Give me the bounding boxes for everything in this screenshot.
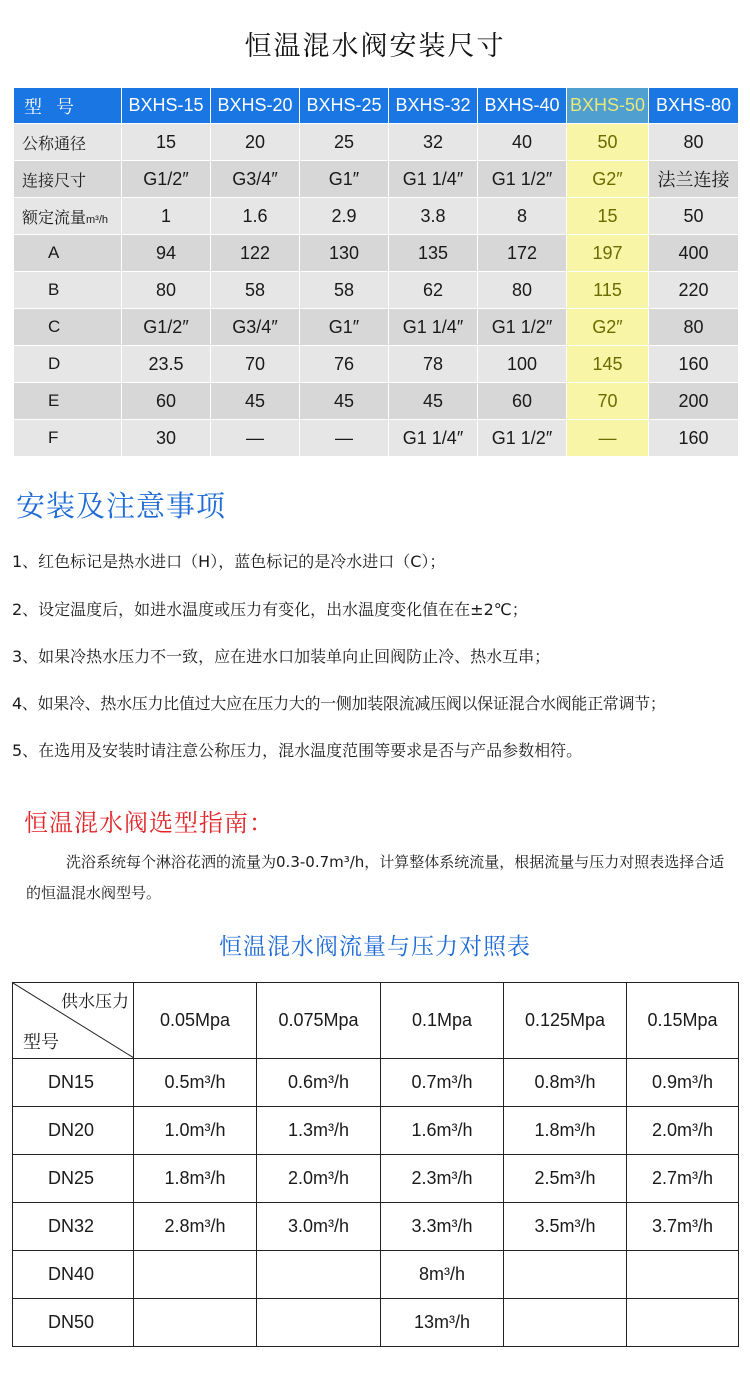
spec-cell: 60 bbox=[478, 383, 567, 420]
flow-value-cell: 2.7m³/h bbox=[627, 1155, 739, 1203]
spec-row bbox=[14, 346, 739, 383]
flow-model-cell: DN25 bbox=[13, 1155, 134, 1203]
spec-row-label bbox=[14, 124, 122, 161]
flow-model-cell: DN20 bbox=[13, 1107, 134, 1155]
spec-cell: 172 bbox=[478, 235, 567, 272]
spec-header-label: 型号 bbox=[14, 88, 122, 124]
spec-row-unit: m³/h bbox=[86, 213, 109, 226]
spec-model-header: BXHS-32 bbox=[389, 88, 478, 124]
flow-value-cell: 3.5m³/h bbox=[504, 1203, 627, 1251]
flow-value-cell bbox=[257, 1299, 381, 1347]
spec-cell: 45 bbox=[300, 383, 389, 420]
spec-model-header: BXHS-40 bbox=[478, 88, 567, 124]
spec-model-header: BXHS-20 bbox=[211, 88, 300, 124]
guide-paragraph bbox=[26, 847, 732, 909]
spec-cell: 78 bbox=[389, 346, 478, 383]
corner-bottom-label: 型号 bbox=[23, 1032, 59, 1052]
spec-cell: 80 bbox=[649, 309, 739, 346]
spec-cell: 100 bbox=[478, 346, 567, 383]
spec-cell: G3/4″ bbox=[211, 161, 300, 198]
flow-value-cell bbox=[627, 1251, 739, 1299]
spec-row bbox=[14, 161, 739, 198]
flow-value-cell bbox=[134, 1251, 257, 1299]
flow-row bbox=[13, 1107, 739, 1155]
flow-model-cell: DN15 bbox=[13, 1059, 134, 1107]
spec-cell: 20 bbox=[211, 124, 300, 161]
spec-row-label-text: 额定流量 bbox=[22, 209, 87, 227]
spec-cell: 80 bbox=[478, 272, 567, 309]
spec-row bbox=[14, 198, 739, 235]
flow-table-title: 恒温混水阀流量与压力对照表 bbox=[219, 934, 531, 960]
spec-row-label-text: 连接尺寸 bbox=[22, 172, 87, 190]
spec-cell: 50 bbox=[649, 198, 739, 235]
spec-row bbox=[14, 383, 739, 420]
spec-cell: 160 bbox=[649, 420, 739, 457]
spec-model-header: BXHS-80 bbox=[649, 88, 739, 124]
spec-cell: G1 1/2″ bbox=[478, 309, 567, 346]
spec-cell-highlighted: 197 bbox=[567, 235, 649, 272]
spec-cell: 32 bbox=[389, 124, 478, 161]
flow-value-cell: 1.6m³/h bbox=[381, 1107, 504, 1155]
spec-row-label bbox=[14, 420, 122, 457]
spec-cell: G1 1/2″ bbox=[478, 420, 567, 457]
flow-value-cell: 1.8m³/h bbox=[504, 1107, 627, 1155]
spec-cell: 1 bbox=[122, 198, 211, 235]
spec-model-header: BXHS-25 bbox=[300, 88, 389, 124]
spec-row bbox=[14, 235, 739, 272]
spec-cell-highlighted: G2″ bbox=[567, 161, 649, 198]
spec-cell: 70 bbox=[211, 346, 300, 383]
flow-value-cell: 2.3m³/h bbox=[381, 1155, 504, 1203]
spec-row-label-text: D bbox=[48, 354, 61, 373]
flow-value-cell: 0.9m³/h bbox=[627, 1059, 739, 1107]
flow-value-cell: 3.0m³/h bbox=[257, 1203, 381, 1251]
spec-cell: G1/2″ bbox=[122, 161, 211, 198]
spec-cell: G1 1/4″ bbox=[389, 309, 478, 346]
spec-cell: 122 bbox=[211, 235, 300, 272]
spec-cell: 58 bbox=[211, 272, 300, 309]
flow-header-row bbox=[13, 983, 739, 1059]
spec-cell: 法兰连接 bbox=[649, 161, 739, 198]
spec-cell: 135 bbox=[389, 235, 478, 272]
spec-row bbox=[14, 420, 739, 457]
corner-top-label: 供水压力 bbox=[61, 992, 129, 1011]
spec-row-label bbox=[14, 235, 122, 272]
spec-cell-highlighted: — bbox=[567, 420, 649, 457]
flow-value-cell bbox=[257, 1251, 381, 1299]
flow-model-cell: DN32 bbox=[13, 1203, 134, 1251]
spec-cell: G1 1/4″ bbox=[389, 161, 478, 198]
spec-model-header-highlighted: BXHS-50 bbox=[567, 88, 649, 124]
spec-cell: 45 bbox=[389, 383, 478, 420]
spec-cell: 400 bbox=[649, 235, 739, 272]
spec-cell: 200 bbox=[649, 383, 739, 420]
spec-cell: G1/2″ bbox=[122, 309, 211, 346]
spec-row-label-text: A bbox=[48, 243, 60, 262]
spec-cell: — bbox=[300, 420, 389, 457]
flow-value-cell: 2.8m³/h bbox=[134, 1203, 257, 1251]
flow-value-cell: 1.8m³/h bbox=[134, 1155, 257, 1203]
guide-heading: 恒温混水阀选型指南： bbox=[24, 809, 274, 837]
flow-value-cell bbox=[504, 1299, 627, 1347]
flow-row bbox=[13, 1155, 739, 1203]
flow-value-cell: 3.7m³/h bbox=[627, 1203, 739, 1251]
spec-cell: G1″ bbox=[300, 161, 389, 198]
spec-row-label bbox=[14, 383, 122, 420]
note-item: 4、如果冷、热水压力比值过大应在压力大的一侧加装限流减压阀以保证混合水阀能正常调节； bbox=[12, 694, 666, 713]
spec-cell: 94 bbox=[122, 235, 211, 272]
flow-value-cell bbox=[134, 1299, 257, 1347]
spec-cell-highlighted: 15 bbox=[567, 198, 649, 235]
spec-cell-highlighted: 70 bbox=[567, 383, 649, 420]
flow-value-cell bbox=[504, 1251, 627, 1299]
spec-row bbox=[14, 124, 739, 161]
spec-cell: G1 1/4″ bbox=[389, 420, 478, 457]
note-item: 2、设定温度后，如进水温度或压力有变化，出水温度变化值在在±2℃； bbox=[12, 600, 528, 619]
flow-value-cell: 3.3m³/h bbox=[381, 1203, 504, 1251]
page-title: 恒温混水阀安装尺寸 bbox=[244, 31, 506, 62]
spec-cell-highlighted: 145 bbox=[567, 346, 649, 383]
spec-cell: 160 bbox=[649, 346, 739, 383]
flow-value-cell bbox=[627, 1299, 739, 1347]
spec-row-label-text: F bbox=[48, 428, 59, 447]
spec-cell: 3.8 bbox=[389, 198, 478, 235]
spec-cell-highlighted: G2″ bbox=[567, 309, 649, 346]
spec-row bbox=[14, 309, 739, 346]
spec-cell: 45 bbox=[211, 383, 300, 420]
flow-row bbox=[13, 1059, 739, 1107]
spec-cell: G3/4″ bbox=[211, 309, 300, 346]
spec-row-label bbox=[14, 198, 122, 235]
spec-cell-highlighted: 50 bbox=[567, 124, 649, 161]
spec-row-label bbox=[14, 346, 122, 383]
guide-text: 洗浴系统每个淋浴花洒的流量为0.3-0.7m³/h，计算整体系统流量，根据流量与压力对照表选择合适的恒温混水阀型号。 bbox=[26, 853, 725, 902]
flow-corner-cell bbox=[13, 983, 134, 1059]
spec-cell: 76 bbox=[300, 346, 389, 383]
spec-cell: G1 1/2″ bbox=[478, 161, 567, 198]
spec-cell: 60 bbox=[122, 383, 211, 420]
spec-cell: 15 bbox=[122, 124, 211, 161]
flow-value-cell: 0.5m³/h bbox=[134, 1059, 257, 1107]
pressure-header: 0.05Mpa bbox=[134, 983, 257, 1059]
spec-cell: 2.9 bbox=[300, 198, 389, 235]
flow-row bbox=[13, 1203, 739, 1251]
spec-model-header: BXHS-15 bbox=[122, 88, 211, 124]
spec-cell: 23.5 bbox=[122, 346, 211, 383]
spec-cell: 130 bbox=[300, 235, 389, 272]
spec-cell: 220 bbox=[649, 272, 739, 309]
spec-row-label bbox=[14, 161, 122, 198]
spec-cell: 1.6 bbox=[211, 198, 300, 235]
notes-heading: 安装及注意事项 bbox=[16, 489, 227, 523]
note-item: 3、如果冷热水压力不一致，应在进水口加装单向止回阀防止冷、热水互串； bbox=[12, 647, 551, 666]
spec-table bbox=[13, 87, 739, 457]
flow-value-cell: 0.6m³/h bbox=[257, 1059, 381, 1107]
note-item: 1、红色标记是热水进口（H），蓝色标记的是冷水进口（C）； bbox=[12, 552, 446, 571]
spec-cell: 58 bbox=[300, 272, 389, 309]
spec-row-label bbox=[14, 272, 122, 309]
spec-row-label-text: E bbox=[48, 391, 60, 410]
spec-cell: 80 bbox=[649, 124, 739, 161]
spec-row-label-text: 公称通径 bbox=[22, 135, 87, 153]
pressure-header: 0.125Mpa bbox=[504, 983, 627, 1059]
flow-value-cell: 8m³/h bbox=[381, 1251, 504, 1299]
flow-model-cell: DN50 bbox=[13, 1299, 134, 1347]
flow-row bbox=[13, 1299, 739, 1347]
note-item: 5、在选用及安装时请注意公称压力，混水温度范围等要求是否与产品参数相符。 bbox=[12, 741, 583, 760]
flow-value-cell: 2.0m³/h bbox=[627, 1107, 739, 1155]
pressure-header: 0.075Mpa bbox=[257, 983, 381, 1059]
spec-row bbox=[14, 272, 739, 309]
flow-value-cell: 1.3m³/h bbox=[257, 1107, 381, 1155]
flow-value-cell: 2.0m³/h bbox=[257, 1155, 381, 1203]
flow-value-cell: 0.7m³/h bbox=[381, 1059, 504, 1107]
spec-cell: 40 bbox=[478, 124, 567, 161]
spec-cell: G1″ bbox=[300, 309, 389, 346]
flow-table bbox=[12, 982, 739, 1347]
spec-row-label-text: B bbox=[48, 280, 60, 299]
spec-cell: 62 bbox=[389, 272, 478, 309]
flow-value-cell: 13m³/h bbox=[381, 1299, 504, 1347]
pressure-header: 0.1Mpa bbox=[381, 983, 504, 1059]
spec-cell: — bbox=[211, 420, 300, 457]
spec-header-row bbox=[14, 88, 739, 124]
spec-cell-highlighted: 115 bbox=[567, 272, 649, 309]
spec-row-label bbox=[14, 309, 122, 346]
flow-value-cell: 1.0m³/h bbox=[134, 1107, 257, 1155]
flow-value-cell: 2.5m³/h bbox=[504, 1155, 627, 1203]
spec-cell: 25 bbox=[300, 124, 389, 161]
flow-model-cell: DN40 bbox=[13, 1251, 134, 1299]
spec-cell: 8 bbox=[478, 198, 567, 235]
pressure-header: 0.15Mpa bbox=[627, 983, 739, 1059]
spec-row-label-text: C bbox=[48, 317, 61, 336]
flow-value-cell: 0.8m³/h bbox=[504, 1059, 627, 1107]
flow-row bbox=[13, 1251, 739, 1299]
spec-cell: 30 bbox=[122, 420, 211, 457]
spec-cell: 80 bbox=[122, 272, 211, 309]
